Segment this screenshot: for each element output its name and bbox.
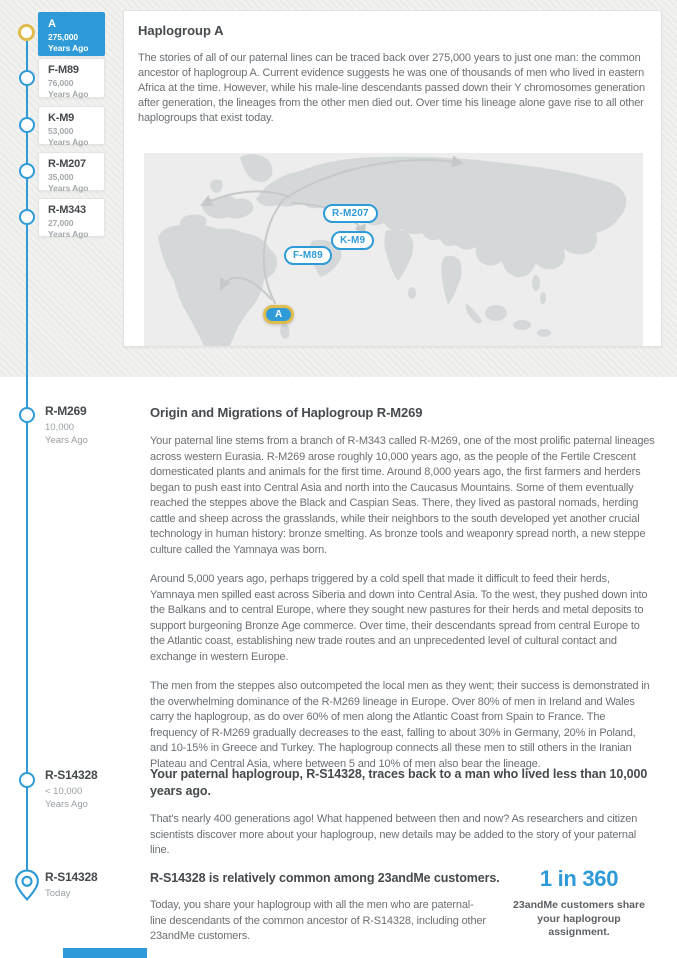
timeline-node-marker-a — [18, 24, 35, 41]
stat-value: 1 in 360 — [539, 866, 619, 891]
haplogroup-age: 76,000 Years Ago — [48, 78, 89, 99]
haplogroup-name: F-M89 — [48, 64, 79, 76]
section-heading-rs14328: Your paternal haplogroup, R-S14328, traces back to a man who lived less than 10,000 years ago. — [150, 767, 648, 798]
card-body-text: The stories of all of our paternal lines can be traced back over 275,000 years to just one man: the common ancestor of haplogroup A. Current evidence suggests he was one of thousands of men who lived in eastern Africa at the time. However, while his male-line descendants passed down their Y chromosomes generation after generation, the lineages from the other men died out. Over time his lineage alone gave rise to all other haplogroups that exist today. — [138, 52, 645, 124]
haplogroup-age: 35,000 Years Ago — [48, 172, 89, 193]
timeline-label-rm269 — [45, 404, 140, 447]
node-name: R-M269 — [45, 404, 87, 418]
map-pill-a-origin[interactable]: A — [263, 305, 294, 324]
section-body-rs14328 — [150, 812, 655, 873]
node-name: R-S14328 — [45, 870, 98, 884]
paragraph: Around 5,000 years ago, perhaps triggered by a cold spell that made it difficult to feed their herds, Yamnaya men spilled east across Siberia and down into Central Asia. To the west, they pushed down into the Balkans and to central Europe, where they sought new pastures for their herds and metal deposits to support burgeoning Bronze Age commerce. Over time, their descendants spread from central Europe to the Atlantic coast, establishing new trade routes and an unprecedented level of cultural contact and exchange in western Europe. — [150, 573, 648, 663]
haplogroup-age: 53,000 Years Ago — [48, 126, 89, 147]
timeline-node-marker-rm269 — [19, 407, 35, 423]
timeline-node-marker-rm343 — [19, 209, 35, 225]
sidebar-item-rm207[interactable] — [38, 152, 105, 191]
map-pill-fm89[interactable]: F-M89 — [284, 246, 332, 265]
haplogroup-age: 27,000 Years Ago — [48, 218, 89, 239]
paragraph: The men from the steppes also outcompeted the local men as they went; their success is demonstrated in the overwhelming dominance of the R-M269 lineage in Europe. Over 80% of men in Ireland and Wales carry the haplogroup, as do over 60% of men along the Atlantic Coast from Spain to France. The frequency of R-M269 gradually decreases to the east, falling to about 30% in Germany, 20% in Poland, and 10-15% in Greece and Turkey. The haplogroup connects all these men to still others in the Iranian Plateau and Central Asia, where between 5 and 10% of men also bear the lineage. — [150, 680, 650, 770]
haplogroup-name: R-M343 — [48, 204, 86, 216]
haplogroup-frequency-stat — [500, 866, 658, 940]
world-map-graphic — [144, 153, 643, 346]
node-age: < 10,000 Years Ago — [45, 786, 88, 810]
map-pill-km9[interactable]: K-M9 — [331, 231, 374, 250]
node-age: Today — [45, 888, 71, 899]
sidebar-item-fm89[interactable] — [38, 58, 105, 98]
sidebar-item-a[interactable] — [38, 12, 105, 56]
paragraph: That's nearly 400 generations ago! What happened between then and now? As researchers and citizen scientists discover more about your haplogroup, new details may be added to the story of your paternal line. — [150, 813, 638, 856]
timeline-label-rs14328-today — [45, 870, 140, 900]
section-body-rs14328-today — [150, 898, 490, 958]
timeline-node-marker-rm207 — [19, 163, 35, 179]
sidebar-item-km9[interactable] — [38, 106, 105, 145]
section-body-rm269 — [150, 434, 655, 786]
paragraph: Your paternal line stems from a branch of R-M343 called R-M269, one of the most prolific paternal lineages across western Eurasia. R-M269 arose roughly 10,000 years ago, as the people of the Fertile Crescent domesticated plants and animals for the first time. Around 8,000 years ago, the first farmers and herders began to push east into Central Asia and north into the Caucasus Mountains. Some of them eventually reached the steppes above the Black and Caspian Seas. There, they lived as pastoral nomads, herding cattle and sheep across the grasslands, while their neighbors to the south developed yet another crucial technology in human history: bronze smelting. As bronze tools and weaponry spread north, a new steppe culture called the Yamnaya was born. — [150, 435, 655, 556]
card-title: Haplogroup A — [138, 23, 224, 38]
haplogroup-age: 275,000 Years Ago — [48, 32, 89, 53]
map-pill-rm207[interactable]: R-M207 — [323, 204, 378, 223]
migration-map — [144, 153, 643, 346]
timeline-label-rs14328 — [45, 768, 140, 811]
haplogroup-name: A — [48, 18, 56, 30]
timeline-node-marker-rs14328 — [19, 772, 35, 788]
node-age: 10,000 Years Ago — [45, 422, 88, 446]
section-heading-rm269: Origin and Migrations of Haplogroup R-M269 — [150, 405, 423, 420]
timeline-node-marker-fm89 — [19, 70, 35, 86]
haplogroup-name: K-M9 — [48, 112, 75, 124]
location-pin-icon — [14, 869, 40, 906]
section-heading-rs14328-today: R-S14328 is relatively common among 23andMe customers. — [150, 871, 500, 885]
haplogroup-name: R-M207 — [48, 158, 86, 170]
partial-bottom-element — [63, 948, 147, 958]
timeline-spine — [26, 33, 28, 875]
timeline-node-marker-km9 — [19, 117, 35, 133]
node-name: R-S14328 — [45, 768, 98, 782]
stat-caption: 23andMe customers share your haplogroup assignment. — [513, 899, 645, 938]
haplogroup-a-card — [123, 10, 662, 347]
sidebar-item-rm343[interactable] — [38, 198, 105, 237]
paragraph: Today, you share your haplogroup with all the men who are paternal-line descendants of the common ancestor of R-S14328, including other 23andMe customers. — [150, 899, 486, 942]
